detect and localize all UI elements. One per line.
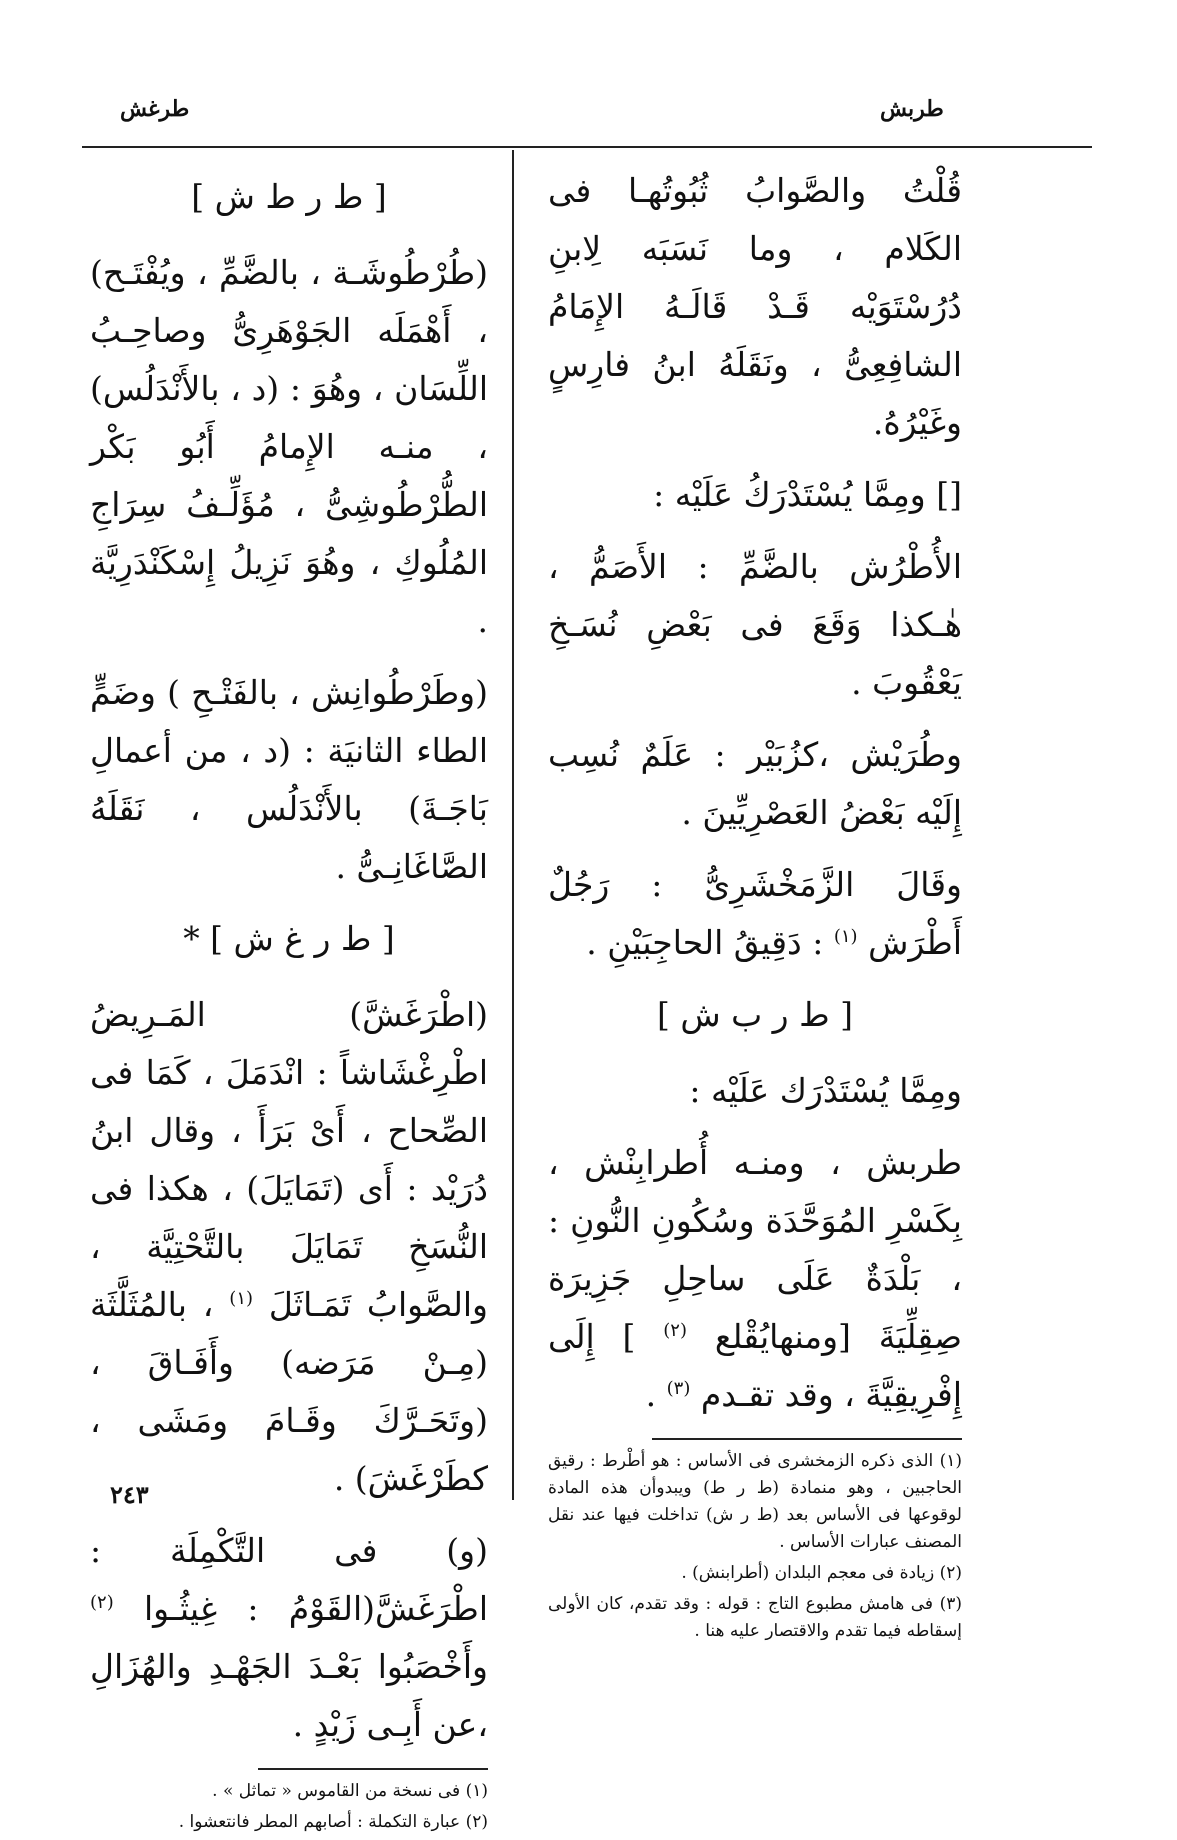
footnote-ref: (١) bbox=[229, 1288, 254, 1309]
footnote-ref: (٢) bbox=[90, 1592, 114, 1613]
footnote: (٢) عبارة التكملة : أصابهم المطر فانتعشوا . bbox=[178, 1812, 488, 1832]
entry-heading: [ ط ر ط ش ] bbox=[191, 177, 387, 216]
paragraph: (طُرْطُوشَـة ، بالضَّمِّ ، ويُفْتَـح) ، أَهْمَلَه الجَوْهَرِىُّ وصاحِـبُ اللِّسَان ، وهُوَ : (د ، بالأَنْدَلُس) ، منـه الإِمامُ أَبُو بَكْر الطُّرْطُوشِىُّ ، مُؤَلِّـفُ سِرَاجِ المُلُوكِ ، وهُوَ نَزِيلُ إِسْكَنْدَرِيَّة . bbox=[90, 253, 488, 640]
footnote-ref: (٣) bbox=[666, 1378, 691, 1399]
text-run: (اطْرَغَشَّ) المَـرِيضُ اطْرِغْشَاشاً : انْدَمَلَ ، كَمَا فى الصِّحاح ، أَىْ بَرَأَ ، وقال ابنُ دُرَيْد : أَى (تَمَايَلَ) ، هكذا فى النُّسَخِ تَمَايَلَ بالتَّحْتِيَّة ، والصَّوابُ تَمَـاثَلَ bbox=[90, 995, 488, 1324]
paragraph bbox=[548, 856, 962, 972]
text-run: وأَخْصَبُوا بَعْـدَ الجَهْـدِ والهُزَالِ ،عن أَبِـى زَيْدٍ . bbox=[90, 1647, 488, 1744]
running-head-left: طرغش bbox=[120, 96, 190, 122]
text-run: ] إِلَى إِفْرِيقِيَّةَ ، وقد تقـدم bbox=[548, 1317, 962, 1414]
paragraph: [] ومِمَّا يُسْتَدْرَكُ عَلَيْه : bbox=[653, 475, 962, 514]
footnote-ref: (٢) bbox=[663, 1320, 687, 1341]
paragraph: قُلْتُ والصَّوابُ ثُبُوتُهـا فى الكَلام ، وما نَسَبَه لِابنِ دُرُسْتَوَيْه قَـدْ قَالَـهُ الإِمَامُ الشافِعِىُّ ، ونَقَلَهُ ابنُ فارِسٍ وغَيْرُهُ. bbox=[548, 171, 962, 442]
right-column bbox=[548, 162, 962, 1649]
footnote-ref: (١) bbox=[833, 926, 858, 947]
footnote: (٣) فى هامش مطبوع التاج : قوله : وقد تقدم، كان الأولى إسقاطه فيما تقدم والاقتصار عليه هنا . bbox=[548, 1594, 962, 1641]
page-number: ٢٤٣ bbox=[110, 1480, 149, 1509]
paragraph: (وطَرْطُوانِش ، بالفَتْـحِ ) وضَمٍّ الطاء الثانيَة : (د ، من أعمالِ بَاجَـةَ) بالأَنْدَلُس ، نَقَلَهُ الصَّاغَانِـىُّ . bbox=[90, 673, 488, 886]
text-run: . bbox=[645, 1375, 657, 1414]
column-divider bbox=[512, 150, 514, 1500]
footnote-rule bbox=[652, 1438, 962, 1440]
paragraph bbox=[90, 986, 488, 1508]
text-run: : دَقِيقُ الحاجِبَيْنِ . bbox=[586, 923, 824, 962]
paragraph: الأُطْرُش بالضَّمِّ : الأَصَمُّ ، هٰـكذا وَقَعَ فى بَعْضِ نُسَـخِ يَعْقُوبَ . bbox=[548, 547, 962, 702]
text-run: (و) فى التَّكْمِلَة : اطْرَغَشَّ(القَوْمُ : غِيثُـوا bbox=[90, 1531, 488, 1628]
left-column bbox=[90, 162, 488, 1840]
footnote: (١) الذى ذكره الزمخشرى فى الأساس : هو أطْرط : رقيق الحاجبين ، وهو منمادة (ط ر ط) ويبدوأن هذه المادة لوقوعها فى الأساس بعد (ط ر ش) تداخلت فيها عند نقل المصنف عبارات الأساس . bbox=[548, 1451, 962, 1552]
footnotes-left bbox=[90, 1778, 488, 1836]
text-run: ، بالمُثَلَّثَة (مِـنْ مَرَضه) وأَفَـاقَ ، (وتَحَـرَّكَ وقَـامَ ومَشَى ، كطَرْغَشَ) . bbox=[90, 1285, 488, 1498]
text-run: طربش ، ومنـه أُطرابِنْش ، بِكَسْرِ المُوَحَّدَة وسُكُونِ النُّونِ : ، بَلْدَةٌ عَلَى ساحِلِ جَزِيرَة صِقِلِّيَةَ [ومنهايُقْلع bbox=[548, 1143, 962, 1356]
footnote: (٢) زيادة فى معجم البلدان (أطرابنش) . bbox=[681, 1563, 962, 1583]
paragraph bbox=[548, 1134, 962, 1424]
running-head-right: طربش bbox=[880, 96, 944, 122]
paragraph: وطُرَيْش ،كزُبَيْر : عَلَمٌ نُسِب إِلَيْه بَعْضُ العَصْرِيِّينَ . bbox=[548, 735, 962, 832]
text-run: وقَالَ الزَّمَخْشَرِىُّ : رَجُلٌ أَطْرَش bbox=[548, 865, 962, 962]
paragraph bbox=[90, 1522, 488, 1754]
entry-heading: [ ط ر ب ش ] bbox=[656, 995, 853, 1034]
footnotes-right bbox=[548, 1448, 962, 1645]
header-rule bbox=[82, 146, 1092, 148]
footnote-rule bbox=[258, 1768, 488, 1770]
entry-heading: [ ط ر غ ش ] * bbox=[183, 919, 395, 958]
paragraph: ومِمَّا يُسْتَدْرَك عَلَيْه : bbox=[689, 1071, 962, 1110]
footnote: (١) فى نسخة من القاموس « تماثل » . bbox=[212, 1781, 488, 1801]
